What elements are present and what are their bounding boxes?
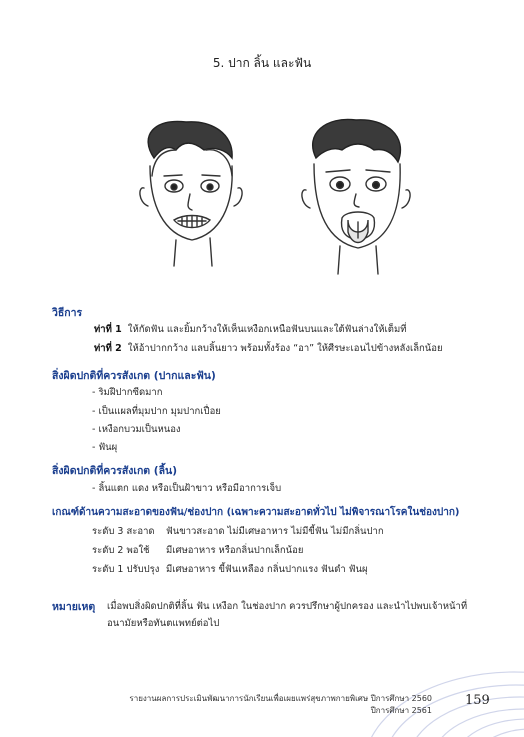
note-label: หมายเหตุ: [52, 601, 96, 613]
abnormal-mouth-heading: สิ่งผิดปกติที่ควรสังเกต (ปากและฟัน): [52, 370, 216, 382]
criteria-level-1: [92, 562, 368, 577]
list-item: - ฟันผุ: [92, 442, 118, 453]
list-item: - เป็นแผลที่มุมปาก มุมปากเปื่อย: [92, 406, 221, 417]
section-title: 5. ปาก ลิ้น และฟัน: [212, 56, 312, 70]
method-step-2: [94, 341, 443, 356]
footer-line-1: รายงานผลการประเมินพัฒนาการนักเรียนเพื่อเผยแพร่สุขภาพกายพิเศษ ปีการศึกษา 2560: [129, 694, 432, 703]
level-label: ระดับ 2 พอใช้: [92, 545, 150, 556]
step-label: ท่าที่ 1: [94, 324, 122, 335]
level-desc: มีเศษอาหาร ขี้ฟันเหลือง กลิ่นปากแรง ฟันดำ ฟันผุ: [166, 564, 368, 575]
note-line-1: เมื่อพบสิ่งผิดปกติที่ลิ้น ฟัน เหงือก ในช่องปาก ควรปรึกษาผู้ปกครอง และนำไปพบเจ้าหน้าที่: [107, 601, 468, 612]
step-label: ท่าที่ 2: [94, 343, 122, 354]
criteria-level-3: [92, 524, 384, 539]
level-label: ระดับ 3 สะอาด: [92, 526, 155, 537]
page-number: 159: [465, 693, 490, 708]
note-line-2: อนามัยหรือทันตแพทย์ต่อไป: [107, 618, 220, 629]
step-text: ให้อ้าปากกว้าง แลบลิ้นยาว พร้อมทั้งร้อง “อา” ให้ศีรษะเอนไปข้างหลังเล็กน้อย: [127, 343, 443, 354]
list-item: - ลิ้นแตก แดง หรือเป็นฝ้าขาว หรือมีอาการเจ็บ: [92, 483, 282, 494]
level-desc: มีเศษอาหาร หรือกลิ่นปากเล็กน้อย: [166, 545, 304, 556]
level-label: ระดับ 1 ปรับปรุง: [92, 564, 160, 575]
method-step-1: [94, 322, 407, 337]
footer-line-2: ปีการศึกษา 2561: [370, 706, 432, 715]
face-tongue-out: [302, 119, 410, 274]
face-biting-teeth: [140, 121, 242, 266]
level-desc: ฟันขาวสะอาด ไม่มีเศษอาหาร ไม่มีขี้ฟัน ไม่มีกลิ่นปาก: [166, 526, 384, 537]
abnormal-tongue-heading: สิ่งผิดปกติที่ควรสังเกต (ลิ้น): [52, 465, 177, 477]
faces-illustration: [94, 106, 438, 294]
list-item: - ริมฝีปากซีดมาก: [92, 387, 163, 398]
criteria-heading: เกณฑ์ด้านความสะอาดของฟัน/ช่องปาก (เฉพาะความสะอาดทั่วไป ไม่พิจารณาโรคในช่องปาก): [52, 507, 460, 518]
method-heading: วิธีการ: [52, 307, 83, 319]
list-item: - เหงือกบวมเป็นหนอง: [92, 424, 181, 435]
step-text: ให้กัดฟัน และยิ้มกว้างให้เห็นเหงือกเหนือฟันบนและใต้ฟันล่างให้เต็มที่: [127, 324, 407, 335]
criteria-level-2: [92, 543, 303, 558]
